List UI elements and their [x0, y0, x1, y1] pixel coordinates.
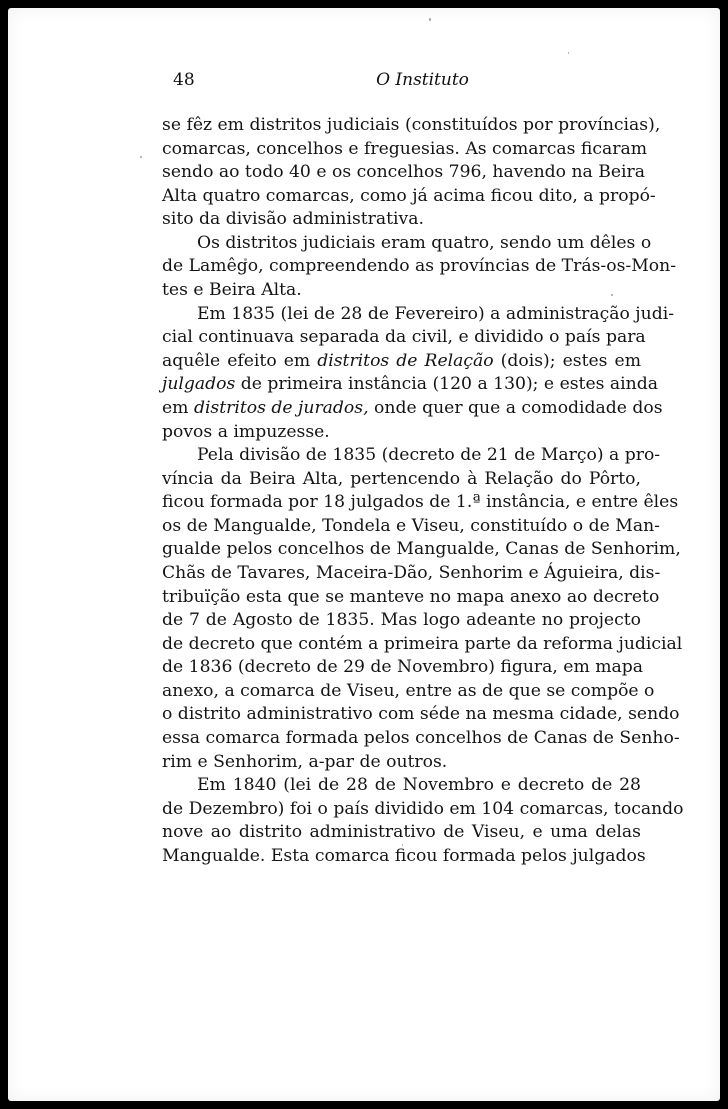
text-line: [162, 656, 644, 680]
text-line: [162, 586, 660, 610]
text-line: [162, 421, 641, 445]
text-run: Alta quatro comarcas, como já acima ficou dito, a propó-: [162, 185, 656, 206]
text-line: [162, 138, 648, 162]
text-run: ficou formada por 18 julgados de 1.ª instância, e entre êles: [162, 492, 679, 513]
paragraph: [162, 774, 684, 868]
text-run: Em 1835 (lei de 28 de Fevereiro) a administração judi-: [197, 303, 675, 324]
text-run: sendo ao todo 40 e os concelhos 796, havendo na Beira: [162, 162, 645, 183]
paragraph: [162, 444, 683, 774]
text-line: [162, 751, 641, 775]
text-line: [162, 232, 652, 256]
text-line: [162, 279, 641, 303]
text-line: [162, 680, 655, 704]
text-line: [162, 703, 680, 727]
text-run: gualde pelos concelhos de Mangualde, Canas de Senhorim,: [162, 539, 681, 560]
text-run: rim e Senhorim, a-par de outros.: [162, 751, 448, 772]
text-line: [162, 397, 663, 421]
text-run: de 1836 (decreto de 29 de Novembro) figura, em mapa: [162, 657, 644, 678]
text-line: [162, 350, 641, 374]
text-run: essa comarca formada pelos concelhos de Canas de Senho-: [162, 728, 680, 749]
text-run: sito da divisão administrativa.: [162, 209, 424, 230]
text-line: [162, 727, 680, 751]
text-run: os de Mangualde, Tondela e Viseu, constituído o de Man-: [162, 515, 660, 536]
text-run: Em 1840 (lei de 28 de Novembro e decreto de 28: [197, 775, 641, 796]
text-run: de Dezembro) foi o país dividido em 104 comarcas, tocando: [162, 798, 684, 819]
text-line: [162, 798, 684, 822]
text-line: [162, 609, 641, 633]
text-run: Pela divisão de 1835 (decreto de 21 de Março) a pro-: [197, 445, 661, 466]
text-run: de 7 de Agosto de 1835. Mas logo adeante no projecto: [162, 610, 641, 631]
text-line: [162, 515, 660, 539]
text-line: [162, 633, 683, 657]
text-line: [162, 185, 656, 209]
text-line: [162, 303, 675, 327]
text-run: comarcas, concelhos e freguesias. As comarcas ficaram: [162, 138, 648, 159]
text-line: [162, 821, 641, 845]
italic-term: distritos de jurados,: [193, 397, 369, 418]
text-run: tribuïção esta que se manteve no mapa anexo ao decreto: [162, 586, 660, 607]
text-line: [162, 444, 661, 468]
scan-speck: [140, 156, 142, 158]
text-run: aquêle efeito em: [162, 350, 318, 371]
text-run: o distrito administrativo com séde na mesma cidade, sendo: [162, 704, 680, 725]
text-run: se fêz em distritos judiciais (constituídos por províncias),: [162, 115, 661, 135]
scanned-page: [8, 8, 720, 1101]
text-run: tes e Beira Alta.: [162, 280, 302, 301]
text-run: de Lamêgo, compreendendo as províncias de Trás-os-Mon-: [162, 256, 677, 277]
text-line: [162, 208, 641, 232]
text-run: nove ao distrito administrativo de Viseu, e uma delas: [162, 822, 641, 843]
text-run: de primeira instância (120 a 130); e estes ainda: [235, 374, 658, 395]
text-run: Mangualde. Esta comarca ficou formada pelos julgados: [162, 845, 646, 866]
paragraph: [162, 232, 677, 303]
text-run: víncia da Beira Alta, pertencendo à Relação do Pôrto,: [162, 468, 641, 489]
text-run: em: [162, 397, 194, 418]
text-run: cial continuava separada da civil, e dividido o país para: [162, 327, 646, 348]
text-run: Os distritos judiciais eram quatro, sendo um dêles o: [197, 232, 652, 253]
scan-speck: [568, 52, 569, 54]
text-line: [162, 468, 641, 492]
running-title: O Instituto: [376, 70, 469, 90]
body-text: [162, 114, 684, 869]
paragraph: [162, 303, 675, 444]
scan-speck: [429, 18, 431, 21]
text-run: Chãs de Tavares, Maceira-Dão, Senhorim e Águieira, dis-: [162, 562, 661, 583]
text-run: de decreto que contém a primeira parte da reforma judicial: [162, 633, 683, 654]
text-run: (dois); estes em: [493, 350, 641, 371]
text-line: [162, 326, 646, 350]
text-line: [162, 114, 661, 138]
page-number: 48: [173, 70, 195, 90]
text-line: [162, 845, 646, 869]
paragraph: [162, 114, 661, 232]
text-line: [162, 491, 679, 515]
text-line: [162, 774, 641, 798]
text-run: anexo, a comarca de Viseu, entre as de que se compõe o: [162, 680, 655, 701]
text-line: [162, 538, 681, 562]
page-header: [165, 70, 644, 96]
text-line: [162, 562, 661, 586]
text-line: [162, 255, 677, 279]
italic-term: julgados: [162, 374, 236, 395]
italic-term: distritos de Relação: [317, 350, 494, 371]
text-run: onde quer que a comodidade dos: [368, 397, 663, 418]
text-line: [162, 373, 658, 397]
text-run: povos a impuzesse.: [162, 421, 330, 442]
text-line: [162, 161, 645, 185]
